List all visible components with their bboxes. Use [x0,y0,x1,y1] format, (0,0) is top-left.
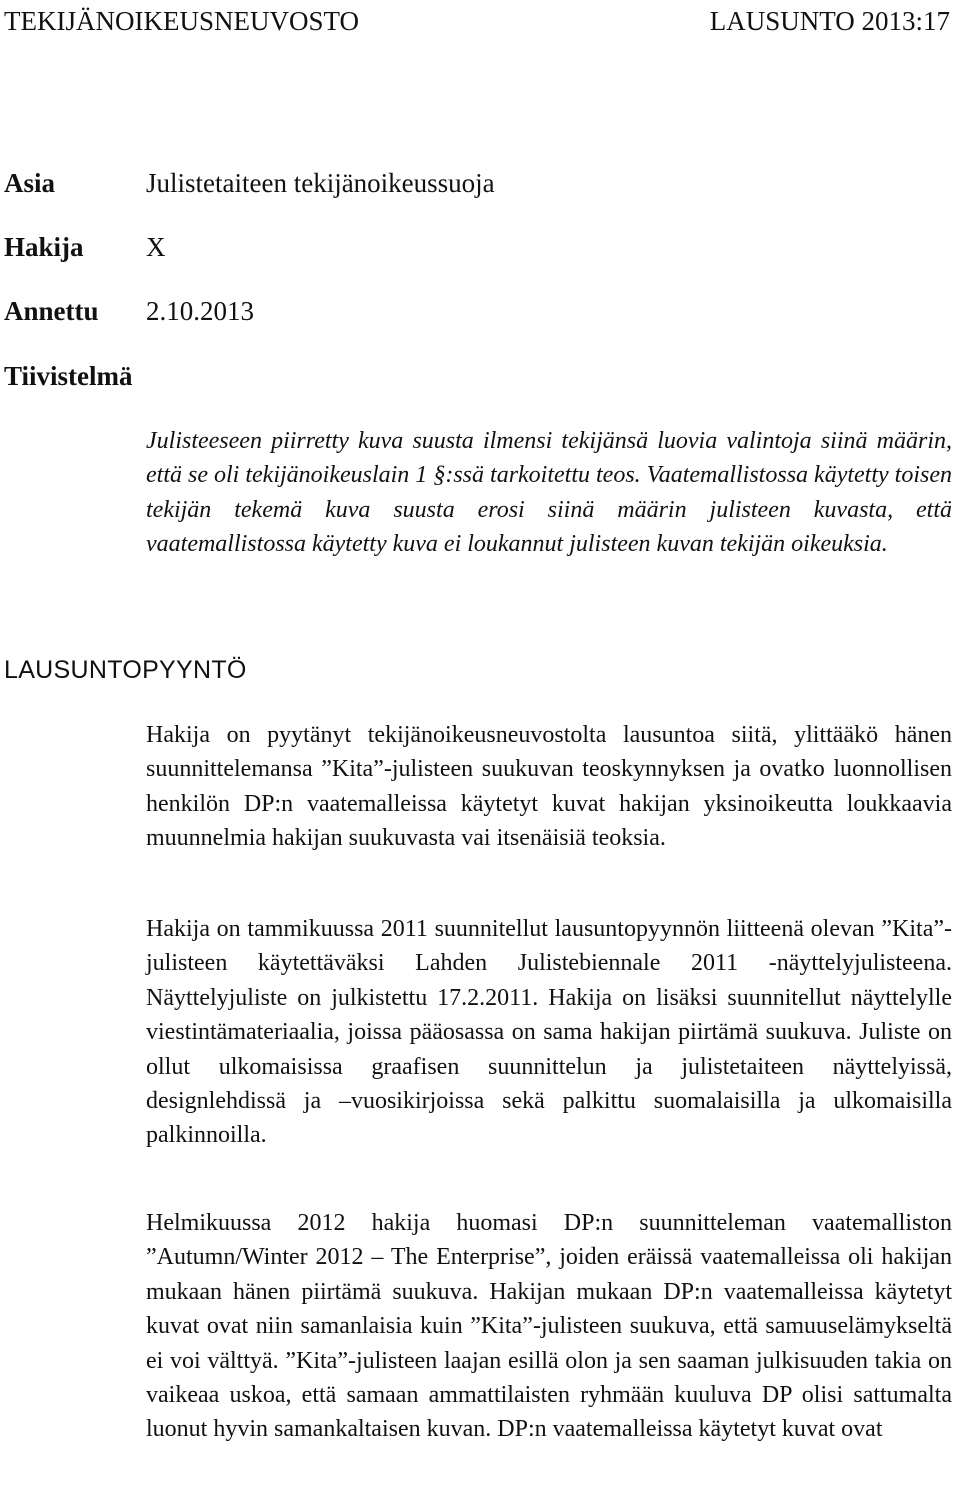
organization-name: TEKIJÄNOIKEUSNEUVOSTO [4,6,359,36]
request-paragraph-1: Hakija on pyytänyt tekijänoikeusneuvostolta lausuntoa siitä, ylittääkö hänen suunnittelemansa ”Kita”-julisteen suukuvan teoskynnyksen ja ovatko luonnollisen henkilön DP:n vaatemalleissa käytetyt kuvat hakijan yksinoikeutta loukkaavia muunnelmia hakijan suukuvasta vai itsenäisiä teoksia. [146,722,952,852]
asia-value: Julistetaiteen tekijänoikeussuoja [146,168,495,198]
summary-text: Julisteeseen piirretty kuva suusta ilmensi tekijänsä luovia valintoja siinä määrin, että se oli tekijänoikeuslain 1 §:ssä tarkoitettu teos. Vaatemallistossa käytetty toisen tekijän tekemä kuva suusta erosi siinä määrin julisteen kuvasta, että vaatemallistossa käytetty kuva ei loukannut julisteen kuvan tekijän oikeuksia. [146,428,952,558]
summary-title: Tiivistelmä [4,361,133,391]
meta-row-annettu [4,294,944,328]
hakija-value: X [146,232,166,262]
document-header [4,4,950,38]
request-paragraph-3: Helmikuussa 2012 hakija huomasi DP:n suunnitteleman vaatemalliston ”Autumn/Winter 2012 – The Enterprise”, joiden eräissä vaatemalleissa oli hakijan mukaan hänen piirtämä suukuva. Hakijan mukaan DP:n vaatemalleissa käytetyt kuvat ovat niin samanlaisia kuin ”Kita”-julisteen suukuva, että samuuselämykseltä ei voi välttyä. ”Kita”-julisteen laajan esillä olon ja sen saaman julkisuuden takia on vaikeaa uskoa, että samaan ammattilaisten ryhmään kuuluva DP olisi sattumalta luonut hyvin samankaltaisen kuvan. DP:n vaatemalleissa käytetyt kuvat ovat [146,1210,952,1443]
meta-row-hakija [4,230,944,264]
annettu-value: 2.10.2013 [146,296,254,326]
asia-label: Asia [4,168,56,198]
statement-number: LAUSUNTO 2013:17 [709,6,950,36]
request-paragraph-2: Hakija on tammikuussa 2011 suunnitellut lausuntopyynnön liitteenä olevan ”Kita”-julisteen käytettäväksi Lahden Julistebiennale 2011 -näyttelyjulisteena. Näyttelyjuliste on julkistettu 17.2.2011. Hakija on lisäksi suunnitellut näyttelylle viestintämateriaalia, joissa pääosassa on sama hakijan piirtämä suukuva. Juliste on ollut ulkomaisissa graafisen suunnittelun ja julistetaiteen näyttelyissä, designlehdissä ja –vuosikirjoissa sekä palkittu suomalaisilla ja ulkomaisilla palkinnoilla. [146,916,952,1149]
hakija-label: Hakija [4,232,84,262]
annettu-label: Annettu [4,296,99,326]
request-title: LAUSUNTOPYYNTÖ [4,656,247,684]
meta-row-asia [4,166,944,200]
